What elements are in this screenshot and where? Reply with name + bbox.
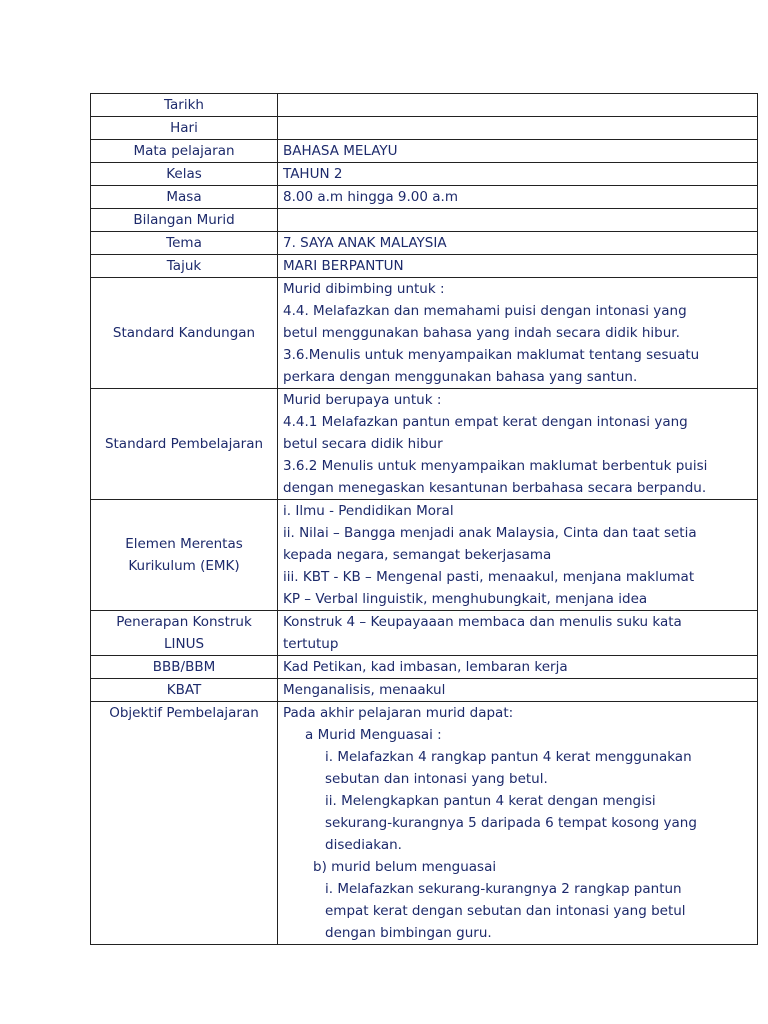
value-hari [278, 117, 758, 140]
row-mata-pelajaran [91, 140, 758, 163]
value-tarikh [278, 94, 758, 117]
value-tema: 7. SAYA ANAK MALAYSIA [278, 232, 758, 255]
label-standard-kandungan: Standard Kandungan [91, 278, 278, 389]
row-linus [91, 611, 758, 656]
label-kbat: KBAT [91, 679, 278, 702]
value-kbat: Menganalisis, menaakul [278, 679, 758, 702]
sp-line: dengan menegaskan kesantunan berbahasa secara berpandu. [283, 480, 707, 496]
sk-line: betul menggunakan bahasa yang indah secara didik hibur. [283, 325, 680, 341]
lesson-plan-table [90, 93, 758, 945]
objektif-b-line: dengan bimbingan guru. [325, 925, 492, 941]
label-hari: Hari [91, 117, 278, 140]
sk-line: 4.4. Melafazkan dan memahami puisi dengan intonasi yang [283, 303, 687, 319]
objektif-a-line: sebutan dan intonasi yang betul. [325, 771, 548, 787]
label-masa: Masa [91, 186, 278, 209]
value-tajuk: MARI BERPANTUN [278, 255, 758, 278]
emk-line: KP – Verbal linguistik, menghubungkait, menjana idea [283, 591, 648, 607]
label-linus-line1: Penerapan Konstruk [116, 614, 252, 630]
value-standard-pembelajaran [278, 389, 758, 500]
value-emk [278, 500, 758, 611]
label-linus-line2: LINUS [163, 636, 205, 652]
emk-line: i. Ilmu - Pendidikan Moral [283, 503, 454, 519]
objektif-a-line: disediakan. [325, 837, 402, 853]
objektif-b-line: empat kerat dengan sebutan dan intonasi yang betul [325, 903, 686, 919]
label-emk-line1: Elemen Merentas [125, 536, 243, 552]
row-emk [91, 500, 758, 611]
row-bbb-bbm [91, 656, 758, 679]
objektif-a-line: sekurang-kurangnya 5 daripada 6 tempat kosong yang [325, 815, 697, 831]
row-tema [91, 232, 758, 255]
value-standard-kandungan [278, 278, 758, 389]
sk-line: 3.6.Menulis untuk menyampaikan maklumat tentang sesuatu [283, 347, 700, 363]
sk-line: perkara dengan menggunakan bahasa yang santun. [283, 369, 638, 385]
objektif-intro: Pada akhir pelajaran murid dapat: [283, 705, 514, 721]
value-bbb-bbm: Kad Petikan, kad imbasan, lembaran kerja [278, 656, 758, 679]
row-masa [91, 186, 758, 209]
value-mata-pelajaran: BAHASA MELAYU [278, 140, 758, 163]
sp-line: 3.6.2 Menulis untuk menyampaikan maklumat berbentuk puisi [283, 458, 708, 474]
row-standard-pembelajaran [91, 389, 758, 500]
sp-line: betul secara didik hibur [283, 436, 443, 452]
label-bbb-bbm: BBB/BBM [91, 656, 278, 679]
row-tarikh [91, 94, 758, 117]
label-mata-pelajaran: Mata pelajaran [91, 140, 278, 163]
objektif-a-line: i. Melafazkan 4 rangkap pantun 4 kerat menggunakan [325, 749, 692, 765]
sk-line: Murid dibimbing untuk : [283, 281, 445, 297]
label-tema: Tema [91, 232, 278, 255]
emk-line: iii. KBT - KB – Mengenal pasti, menaakul, menjana maklumat [283, 569, 695, 585]
label-emk-line2: Kurikulum (EMK) [128, 558, 240, 574]
linus-line: tertutup [283, 636, 339, 652]
label-linus [91, 611, 278, 656]
sp-line: 4.4.1 Melafazkan pantun empat kerat dengan intonasi yang [283, 414, 688, 430]
label-bilangan-murid: Bilangan Murid [91, 209, 278, 232]
label-standard-pembelajaran: Standard Pembelajaran [91, 389, 278, 500]
sp-line: Murid berupaya untuk : [283, 392, 442, 408]
row-hari [91, 117, 758, 140]
objektif-a-heading: a Murid Menguasai : [305, 727, 442, 743]
value-objektif [278, 702, 758, 945]
emk-line: ii. Nilai – Bangga menjadi anak Malaysia, Cinta dan taat setia [283, 525, 697, 541]
label-kelas: Kelas [91, 163, 278, 186]
linus-line: Konstruk 4 – Keupayaaan membaca dan menulis suku kata [283, 614, 682, 630]
objektif-b-heading: b) murid belum menguasai [313, 859, 497, 875]
label-emk [91, 500, 278, 611]
label-objektif: Objektif Pembelajaran [91, 702, 278, 945]
label-tarikh: Tarikh [91, 94, 278, 117]
row-objektif [91, 702, 758, 945]
label-tajuk: Tajuk [91, 255, 278, 278]
value-linus [278, 611, 758, 656]
value-masa: 8.00 a.m hingga 9.00 a.m [278, 186, 758, 209]
emk-line: kepada negara, semangat bekerjasama [283, 547, 552, 563]
value-kelas: TAHUN 2 [278, 163, 758, 186]
row-kelas [91, 163, 758, 186]
row-bilangan-murid [91, 209, 758, 232]
objektif-a-line: ii. Melengkapkan pantun 4 kerat dengan mengisi [325, 793, 656, 809]
row-kbat [91, 679, 758, 702]
value-bilangan-murid [278, 209, 758, 232]
row-tajuk [91, 255, 758, 278]
objektif-b-line: i. Melafazkan sekurang-kurangnya 2 rangkap pantun [325, 881, 682, 897]
row-standard-kandungan [91, 278, 758, 389]
